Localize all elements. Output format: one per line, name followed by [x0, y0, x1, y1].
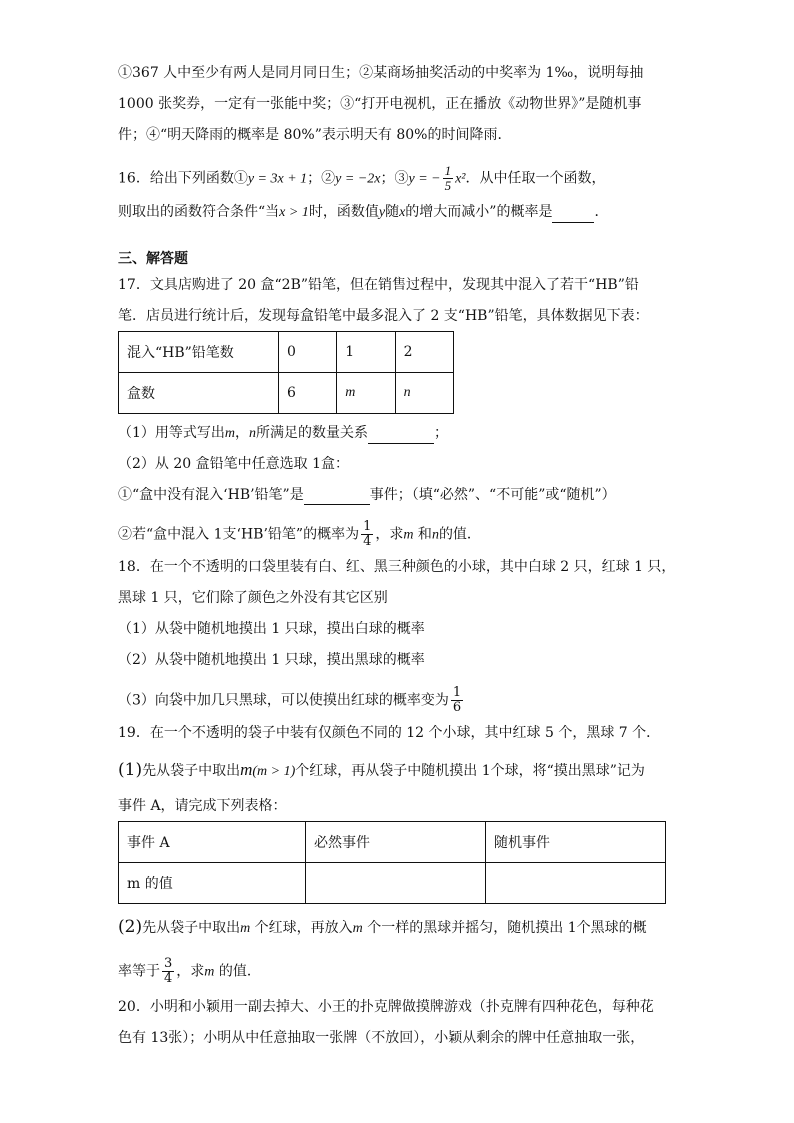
q19-p1-condition: (m > 1) [252, 764, 296, 779]
q19-p2-text-b: 个红球，再放入 [250, 920, 353, 936]
q17-p2b-text-c: 和 [413, 526, 432, 543]
q15-line-1: ①367 人中至少有两人是同月同日生；②某商场抽奖活动的中奖率为 1‰，说明每抽 [118, 65, 644, 81]
q19-p2-fraction [162, 957, 174, 986]
table-row [119, 863, 666, 904]
q17-p2a-text-b: 事件；（填“必然”、“不可能”或“随机”） [369, 487, 616, 503]
q17-p1-var-n: n [249, 426, 257, 441]
table-cell: 2 [395, 332, 453, 373]
q17-part-1 [118, 423, 448, 444]
q19-p2-numerator: 3 [164, 956, 173, 971]
q19-p2-denominator: 4 [164, 971, 173, 986]
table-cell: 1 [337, 332, 395, 373]
q19-p2-text-c: 个一样的黑球并摇匀，随机摸出 1个黑球的概 [362, 920, 647, 936]
q16-condition: x > 1 [279, 205, 309, 220]
q15-line-3: 件；④“明天降雨的概率是 80%”表示明天有 80%的时间降雨． [118, 127, 512, 143]
q16-var-x: x [399, 205, 406, 220]
table-cell: 0 [278, 332, 336, 373]
q16-end: ． [594, 204, 609, 220]
table-answer-cell[interactable] [306, 863, 486, 904]
q19-p2-l2-text-c: 的值． [214, 963, 261, 980]
q16-suffix: ．从中任取一个函数， [465, 170, 606, 187]
q19-p1-text-b: 个红球，再从袋子中随机摸出 1个球，将“摸出黑球”记为 [295, 763, 645, 779]
q16-answer-blank[interactable] [552, 208, 594, 223]
table-cell: n [395, 373, 453, 414]
table-cell: m 的值 [119, 863, 306, 904]
q19-event-table [118, 821, 666, 904]
q17-p2b-text-b: ，求 [375, 526, 404, 543]
table-cell: m [337, 373, 395, 414]
q16-function-2: y = −2x [335, 171, 381, 187]
q16-text-b: 时，函数值 [308, 204, 379, 220]
table-row [119, 822, 666, 863]
q18-part-2: （2）从袋中随机地摸出 1 只球，摸出黑球的概率 [118, 652, 425, 668]
q19-part-2 [118, 917, 647, 939]
q17-p1-text-a: （1）用等式写出 [118, 425, 225, 441]
q16-function-1: y = 3x + 1 [247, 171, 308, 187]
q20-line-2: 色有 13张）；小明从中任意抽取一张牌（不放回），小颖从剩余的牌中任意抽取一张， [118, 1030, 645, 1046]
table-cell: 事件 A [119, 822, 306, 863]
q17-p2b-numerator: 1 [363, 519, 372, 534]
q16-f3-numerator: 1 [444, 163, 452, 178]
q18-p3-denominator: 6 [452, 700, 462, 715]
q19-part-1-line-2: 事件 A，请完成下列表格： [118, 798, 287, 814]
table-cell: 随机事件 [486, 822, 666, 863]
q17-part-2: （2）从 20 盒铅笔中任意选取 1盒： [118, 456, 349, 472]
q17-p2b-denominator: 4 [363, 534, 372, 549]
q18-line-2: 黑球 1 只，它们除了颜色之外没有其它区别 [118, 590, 388, 606]
q16-prefix: 16．给出下列函数① [118, 170, 248, 187]
q17-p2b-fraction [361, 520, 373, 549]
q16-function-3-lhs: y = − [408, 171, 441, 187]
q16-function-3-rhs: x² [455, 171, 466, 187]
q15-line-2: 1000 张奖券，一定有一张能中奖；③“打开电视机，正在播放《动物世界》”是随机事 [118, 96, 642, 112]
table-answer-cell[interactable] [486, 863, 666, 904]
q18-p3-numerator: 1 [452, 685, 462, 700]
q17-part-2a [118, 485, 616, 505]
q17-p2b-var-n: n [431, 527, 439, 543]
q17-line-2: 笔．店员进行统计后，发现每盒铅笔中最多混入了 2 支“HB”铅笔，具体数据见下表： [118, 308, 649, 324]
q16-var-y: y [378, 205, 386, 220]
q16-sep-2: ；③ [380, 170, 409, 187]
q19-p1-text-a: 先从袋子中取出 [142, 763, 241, 779]
q19-p1-label: (1) [118, 760, 143, 780]
q16-sep-1: ；② [307, 170, 336, 187]
q20-line-1: 20．小明和小颖用一副去掉大、小王的扑克牌做摸牌游戏（扑克牌有四种花色，每种花 [118, 999, 654, 1015]
table-cell: 必然事件 [306, 822, 486, 863]
q17-p2b-var-m: m [403, 527, 414, 543]
table-row [119, 332, 454, 373]
q18-p3-fraction [451, 686, 463, 715]
q18-p3-text: （3）向袋中加几只黑球，可以使摸出红球的概率变为 [118, 692, 449, 709]
q17-line-1: 17．文具店购进了 20 盒“2B”铅笔，但在销售过程中，发现其中混入了若干“HB”铅 [118, 277, 639, 293]
q17-p1-var-m: m [224, 426, 236, 441]
q16-f3-denominator: 5 [444, 178, 452, 193]
table-cell: 6 [278, 373, 336, 414]
q16-text-c: 随 [385, 204, 400, 220]
q16-line-1 [118, 164, 606, 193]
q19-p1-var-m: m [240, 760, 253, 779]
q16-text-d: 的增大而减小”的概率是 [405, 204, 553, 220]
section-heading: 三、解答题 [118, 251, 188, 267]
q17-p2a-text-a: ①“盒中没有混入‘HB’铅笔”是 [118, 487, 304, 503]
q19-part-1 [118, 760, 645, 782]
q17-p2a-answer-blank[interactable] [304, 490, 370, 505]
table-row [119, 373, 454, 414]
q17-p1-end: ； [434, 425, 449, 441]
q16-line-2 [118, 202, 608, 223]
q19-part-2-line-2 [118, 957, 261, 986]
q16-function-3-fraction [443, 164, 454, 193]
q18-line-1: 18．在一个不透明的口袋里装有白、红、黑三种颜色的小球，其中白球 2 只，红球 1 只， [118, 559, 676, 575]
q19-p2-text-a: 先从袋子中取出 [142, 920, 241, 936]
q19-p2-l2-var-m: m [204, 964, 215, 980]
q17-p1-text-c: 所满足的数量关系 [256, 425, 369, 441]
q17-p1-text-b: ， [235, 425, 250, 441]
q17-p2b-text-d: 的值． [438, 526, 481, 543]
table-cell: 混入“HB”铅笔数 [119, 332, 279, 373]
table-cell: 盒数 [119, 373, 279, 414]
q19-p2-var-m: m [240, 921, 251, 936]
q19-p2-l2-text-b: ，求 [176, 963, 205, 980]
q19-p2-label: (2) [118, 917, 143, 937]
q17-p1-answer-blank[interactable] [368, 429, 434, 444]
q19-line-1: 19．在一个不透明的袋子中装有仅颜色不同的 12 个小球，其中红球 5 个，黑球 7 个． [118, 725, 661, 741]
q18-part-3 [118, 686, 465, 715]
q16-text-a: 则取出的函数符合条件“当 [118, 204, 280, 220]
q17-data-table [118, 331, 454, 414]
q17-p2b-text-a: ②若“盒中混入 1支‘HB’铅笔”的概率为 [118, 526, 360, 543]
q19-p2-var-m2: m [352, 921, 363, 936]
q18-part-1: （1）从袋中随机地摸出 1 只球，摸出白球的概率 [118, 621, 425, 637]
q19-p2-l2-text-a: 率等于 [118, 963, 160, 980]
q17-part-2b [118, 520, 481, 549]
